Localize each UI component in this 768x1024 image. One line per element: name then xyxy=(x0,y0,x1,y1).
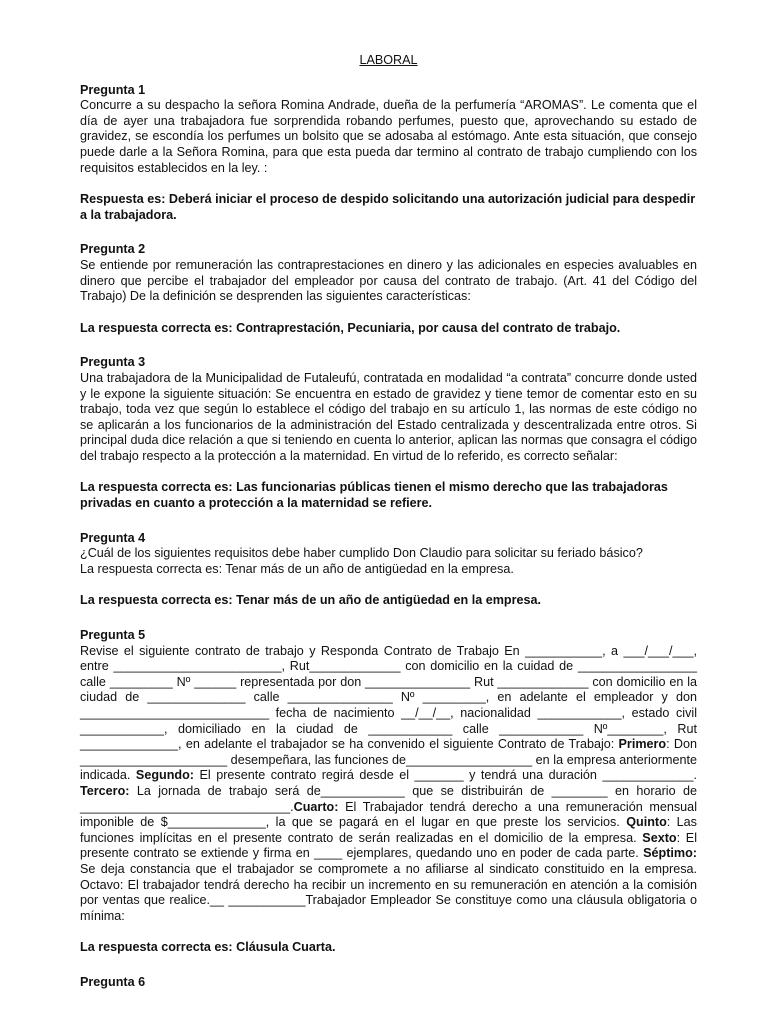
contract-text: : El presente contrato se extiende y firma en ____ ejemplares, quedando uno en poder de cada parte. xyxy=(80,830,697,861)
clause-cuarto: Cuarto: xyxy=(293,799,339,814)
question-1-text: Concurre a su despacho la señora Romina Andrade, dueña de la perfumería “AROMAS”. Le comenta que el día de ayer una trabajadora fue sorprendida robando perfumes, puesto que, aprovechando su estado de gravidez, se escondía los perfumes un bolsito que se adosaba al estómago. Ante esta situación, que consejo puede darle a la Señora Romina, para que esta pueda dar termino al contrato de trabajo cumpliendo con los requisitos establecidos en la ley. : xyxy=(80,98,697,175)
question-5-answer: La respuesta correcta es: Cláusula Cuarta. xyxy=(80,940,336,955)
clause-tercero: Tercero: xyxy=(80,783,130,798)
clause-segundo: Segundo: xyxy=(135,768,194,783)
question-2-label: Pregunta 2 xyxy=(80,242,146,257)
question-5-label: Pregunta 5 xyxy=(80,628,146,643)
question-3-label: Pregunta 3 xyxy=(80,355,146,370)
question-4-label: Pregunta 4 xyxy=(80,530,146,545)
contract-text: Se deja constancia que el trabajador se compromete a no afiliarse al sindicato constituido en la empresa. Octavo: El trabajador tendrá derecho ha recibir un incremento en su remuneración en atención a la comisión por ventas que realice.__ ___________Trabajador Empleador Se constituye como una cláusula obligatoria o mínima: xyxy=(80,861,697,923)
question-4 xyxy=(80,531,697,609)
clause-septimo: Séptimo: xyxy=(643,846,697,861)
contract-text: : Las funciones implícitas en el presente contrato de serán realizadas en el domicilio de la empresa. xyxy=(80,815,697,845)
question-6 xyxy=(80,975,697,991)
question-1-answer: Respuesta es: Deberá iniciar el proceso de despido solicitando una autorización judicial para despedir a la trabajadora. xyxy=(80,192,696,222)
question-4-text: ¿Cuál de los siguientes requisitos debe haber cumplido Don Claudio para solicitar su feriado básico? xyxy=(80,546,643,561)
question-6-label: Pregunta 6 xyxy=(80,974,146,989)
document-page xyxy=(80,53,697,991)
clause-primero: Primero xyxy=(618,737,667,752)
question-3 xyxy=(80,355,697,511)
question-2-answer: La respuesta correcta es: Contraprestación, Pecuniaria, por causa del contrato de trabajo. xyxy=(80,320,621,335)
contract-text: El Trabajador tendrá derecho a una remuneración mensual imponible de $______________, la que se pagará en el lugar en que preste los servicios. xyxy=(80,799,697,830)
question-1-label: Pregunta 1 xyxy=(80,82,146,97)
question-5 xyxy=(80,628,697,956)
question-3-text: Una trabajadora de la Municipalidad de Futaleufú, contratada en modalidad “a contrata” concurre donde usted y le expone la siguiente situación: Se encuentra en estado de gravidez y tiene temor de comentar esto en su trabajo, toda vez que según lo establece el código del trabajo en su artículo 1, las normas de este código no se aplicarán a los funcionarios de la administración del Estado centralizada y descentralizada entre otros. Si principal duda dice relación a que si teniendo en cuenta lo anterior, aplican las normas que consagra el código del trabajo respecto a la protección a la maternidad. En virtud de lo referido, es correcto señalar: xyxy=(80,370,697,463)
question-2-text: Se entiende por remuneración las contraprestaciones en dinero y las adicionales en especies avaluables en dinero que percibe el trabajador del empleador por causa del contrato de trabajo. (Art. 41 del Código del Trabajo) De la definición se desprenden las siguientes características: xyxy=(80,257,697,304)
contract-text: : Don _____________________ desempeñara, las funciones de__________________ en la empresa anteriormente indicada. xyxy=(80,737,698,783)
question-4-answer: La respuesta correcta es: Tenar más de un año de antigüedad en la empresa. xyxy=(80,593,541,608)
clause-quinto: Quinto xyxy=(626,815,667,830)
contract-text: El presente contrato regirá desde el _______ y tendrá una duración _____________. xyxy=(193,768,697,783)
contract-text: La jornada de trabajo será de____________ que se distribuirán de ________ en horario de ______________________________. xyxy=(80,783,697,814)
question-2 xyxy=(80,242,697,336)
document-title: LABORAL xyxy=(359,53,418,67)
clause-sexto: Sexto xyxy=(642,830,677,845)
question-1 xyxy=(80,83,697,224)
contract-text: Revise el siguiente contrato de trabajo y Responda Contrato de Trabajo En ___________, a ___/___/___, entre ________________________, Rut_____________ con domicilio en la cuidad de _________________ calle _________ Nº ______ representada por don _______________ Rut _____________ con domicilio en la ciudad de ______________ calle _______________ Nº _________, en adelante el empleador y don ___________________________ fecha de nacimiento __/__/__, nacionalidad ____________, estado civil ____________, domiciliado en la ciudad de ____________ calle ____________ Nº________, Rut ______________, en adelante el trabajador se ha convenido el siguiente Contrato de Trabajo: xyxy=(80,643,697,752)
question-5-text xyxy=(80,644,697,925)
question-4-text-2: La respuesta correcta es: Tenar más de un año de antigüedad en la empresa. xyxy=(80,561,514,576)
question-3-answer: La respuesta correcta es: Las funcionarias públicas tienen el mismo derecho que las trabajadoras privadas en cuanto a protección a la maternidad se refiere. xyxy=(80,480,668,511)
